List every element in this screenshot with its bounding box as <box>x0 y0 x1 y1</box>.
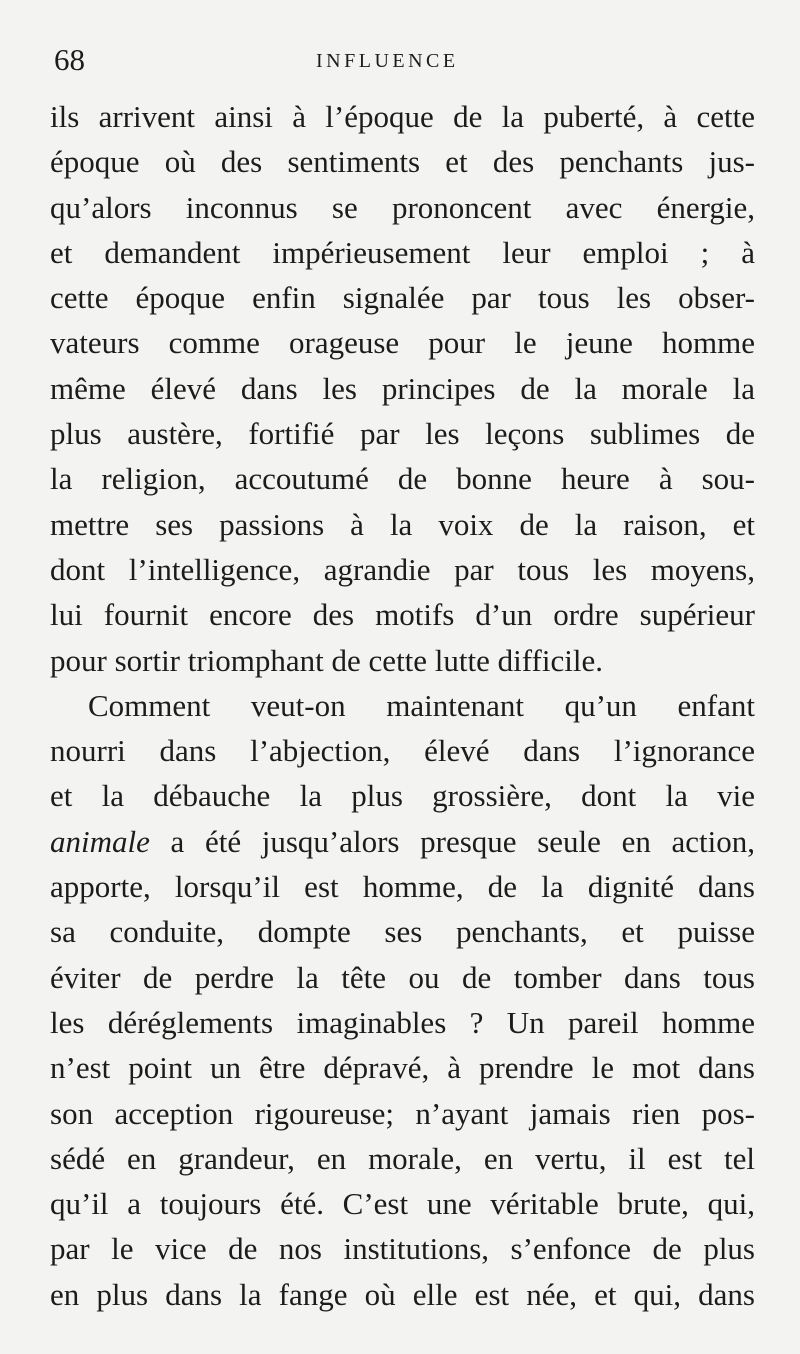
text-line: qu’alors inconnus se prononcent avec énergie, <box>50 189 755 225</box>
text-line: en plus dans la fange où elle est née, et qui, dans <box>50 1276 755 1312</box>
text-line: apporte, lorsqu’il est homme, de la dignité dans <box>50 869 755 905</box>
paragraph-end-line: pour sortir triomphant de cette lutte difficile. <box>50 642 603 678</box>
italic-word: animale <box>50 823 150 859</box>
text-line: dont l’intelligence, agrandie par tous les moyens, <box>50 551 755 587</box>
text-line: ils arrivent ainsi à l’époque de la puberté, à cette <box>50 99 755 134</box>
text-line: plus austère, fortifié par les leçons sublimes de <box>50 416 755 452</box>
paragraph-start-line: Comment veut-on maintenant qu’un enfant <box>88 687 755 723</box>
running-head: INFLUENCE <box>316 50 459 72</box>
page-number: 68 <box>54 42 85 77</box>
text-line-with-italic <box>50 819 755 864</box>
text-line: nourri dans l’abjection, élevé dans l’ignorance <box>50 733 755 769</box>
text-line: et la débauche la plus grossière, dont la vie <box>50 778 755 814</box>
text-line: par le vice de nos institutions, s’enfonce de plus <box>50 1231 755 1267</box>
text-line: lui fournit encore des motifs d’un ordre supérieur <box>50 597 755 633</box>
text-line: époque où des sentiments et des penchants jus- <box>50 144 755 180</box>
text-line: n’est point un être dépravé, à prendre le mot dans <box>50 1050 755 1086</box>
text-line: cette époque enfin signalée par tous les obser- <box>50 280 755 316</box>
text-line: les déréglements imaginables ? Un pareil homme <box>50 1004 755 1040</box>
text-line: éviter de perdre la tête ou de tomber dans tous <box>50 959 755 995</box>
text-line: qu’il a toujours été. C’est une véritable brute, qui, <box>50 1186 755 1222</box>
text-line: et demandent impérieusement leur emploi ; à <box>50 234 755 270</box>
text-line: sa conduite, dompte ses penchants, et puisse <box>50 914 755 950</box>
text-line: même élevé dans les principes de la morale la <box>50 370 755 406</box>
text-line: la religion, accoutumé de bonne heure à sou- <box>50 461 755 497</box>
text-line: son acception rigoureuse; n’ayant jamais rien pos- <box>50 1095 755 1131</box>
body-text <box>50 94 755 1317</box>
text-line: sédé en grandeur, en morale, en vertu, il est tel <box>50 1140 755 1176</box>
text-line: mettre ses passions à la voix de la raison, et <box>50 506 755 542</box>
text-line: vateurs comme orageuse pour le jeune homme <box>50 325 755 361</box>
line-continuation: a été jusqu’alors presque seule en action, <box>149 823 755 859</box>
